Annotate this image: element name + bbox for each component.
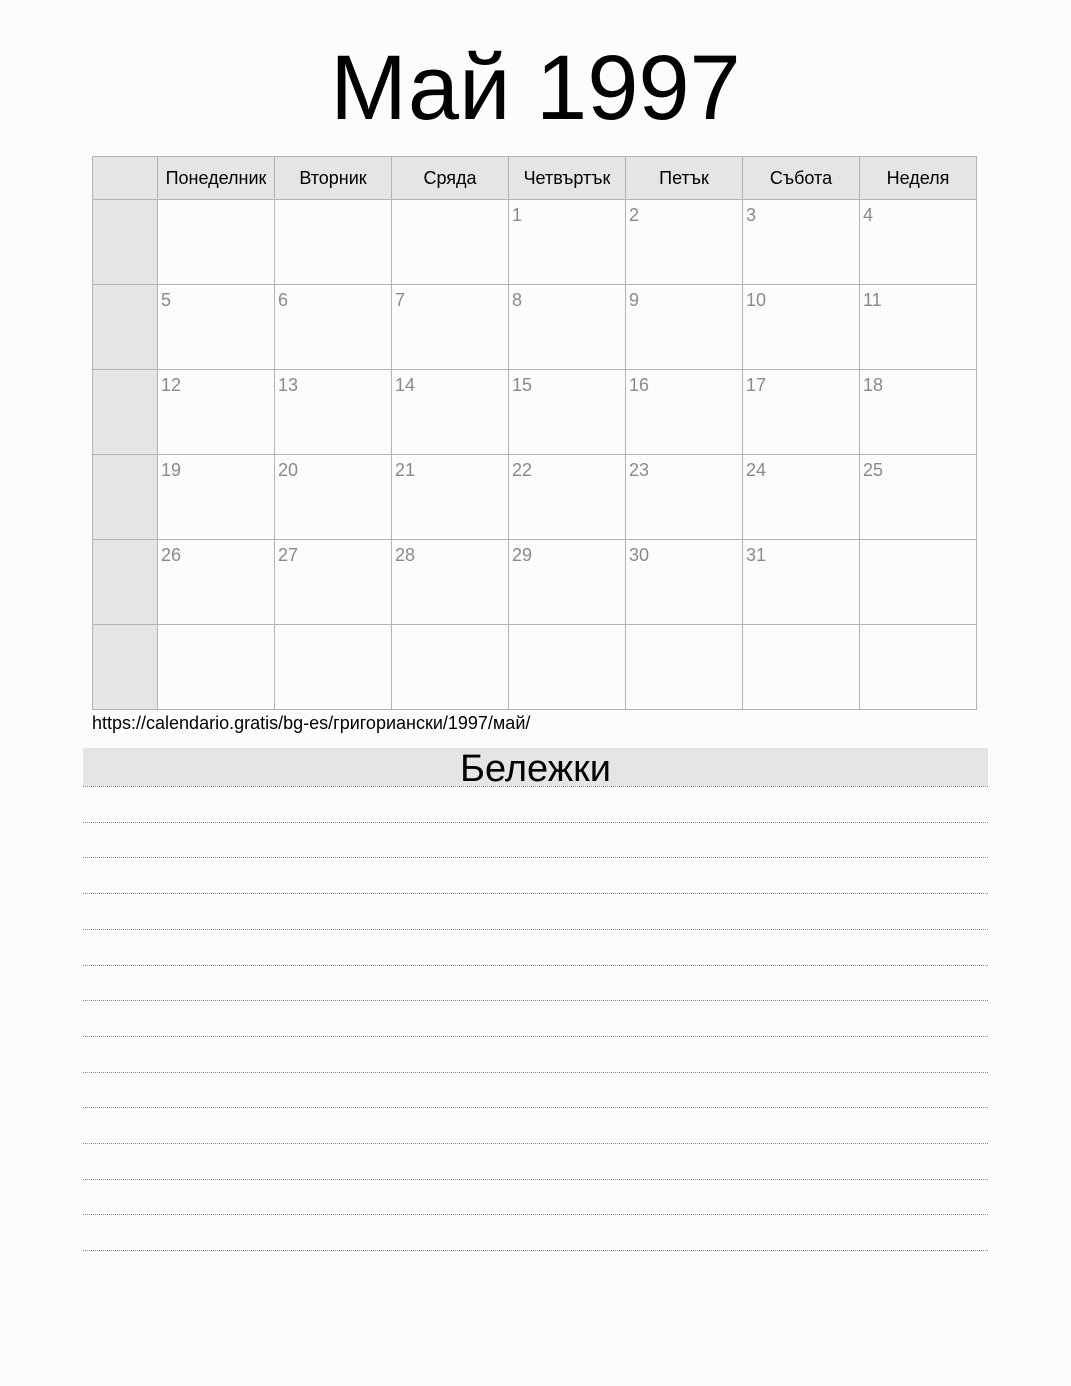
day-number: 14 [395, 375, 416, 395]
day-cell [743, 200, 860, 285]
note-line [83, 786, 988, 787]
day-cell [626, 455, 743, 540]
day-number: 12 [161, 375, 182, 395]
month-grid [92, 156, 977, 710]
day-cell [392, 625, 509, 710]
note-line [83, 1107, 988, 1108]
day-number: 3 [746, 205, 757, 225]
day-cell [158, 625, 275, 710]
notes-title: Бележки [83, 748, 988, 786]
day-cell [626, 200, 743, 285]
day-number [626, 625, 742, 630]
week-row [93, 455, 977, 540]
day-cell [275, 370, 392, 455]
week-number-cell [93, 625, 158, 710]
week-row [93, 625, 977, 710]
day-number: 18 [863, 375, 884, 395]
day-number: 25 [863, 460, 884, 480]
day-number: 26 [161, 545, 182, 565]
day-number: 17 [746, 375, 767, 395]
day-number: 2 [629, 205, 640, 225]
weekday-header: Събота [743, 157, 860, 200]
day-cell [392, 200, 509, 285]
weekday-header-row [93, 157, 977, 200]
day-number [275, 200, 391, 205]
week-row [93, 540, 977, 625]
day-number: 23 [629, 460, 650, 480]
calendar-title: Май 1997 [330, 37, 741, 139]
day-number: 7 [395, 290, 406, 310]
day-cell [626, 370, 743, 455]
weekday-header: Понеделник [158, 157, 275, 200]
day-number: 30 [629, 545, 650, 565]
day-cell [626, 540, 743, 625]
day-cell [509, 625, 626, 710]
note-line [83, 1250, 988, 1251]
week-row [93, 200, 977, 285]
day-number: 13 [278, 375, 299, 395]
day-cell [860, 625, 977, 710]
day-number: 16 [629, 375, 650, 395]
day-number [743, 625, 859, 630]
note-line [83, 1072, 988, 1073]
day-number: 4 [863, 205, 874, 225]
day-cell [509, 540, 626, 625]
day-number: 1 [512, 205, 523, 225]
week-number-cell [93, 370, 158, 455]
day-number: 15 [512, 375, 533, 395]
day-number: 22 [512, 460, 533, 480]
note-line [83, 893, 988, 894]
day-number [158, 625, 274, 630]
day-cell [158, 285, 275, 370]
day-cell [275, 285, 392, 370]
note-line [83, 1214, 988, 1215]
day-cell [626, 285, 743, 370]
day-number: 9 [629, 290, 640, 310]
day-cell [275, 455, 392, 540]
day-cell [860, 540, 977, 625]
weekday-header: Неделя [860, 157, 977, 200]
weekday-header: Вторник [275, 157, 392, 200]
week-number-cell [93, 455, 158, 540]
note-line [83, 929, 988, 930]
day-cell [392, 370, 509, 455]
day-cell [860, 455, 977, 540]
day-cell [392, 285, 509, 370]
day-number: 11 [863, 290, 882, 310]
day-number [275, 625, 391, 630]
note-line [83, 822, 988, 823]
day-number [860, 540, 976, 545]
note-line [83, 1179, 988, 1180]
week-number-header [93, 157, 158, 200]
day-number: 28 [395, 545, 416, 565]
day-number [509, 625, 625, 630]
day-cell [275, 540, 392, 625]
note-line [83, 1000, 988, 1001]
day-number [860, 625, 976, 630]
day-cell [158, 370, 275, 455]
day-cell [158, 540, 275, 625]
day-number: 10 [746, 290, 767, 310]
day-cell [743, 625, 860, 710]
day-cell [509, 370, 626, 455]
day-cell [743, 370, 860, 455]
day-cell [158, 200, 275, 285]
day-number: 24 [746, 460, 767, 480]
note-line [83, 1143, 988, 1144]
day-cell [626, 625, 743, 710]
day-number: 19 [161, 460, 182, 480]
day-cell [860, 285, 977, 370]
day-number: 21 [395, 460, 416, 480]
day-cell [860, 370, 977, 455]
day-cell [743, 540, 860, 625]
day-cell [860, 200, 977, 285]
week-number-cell [93, 200, 158, 285]
week-number-cell [93, 285, 158, 370]
weekday-header: Сряда [392, 157, 509, 200]
day-number [392, 200, 508, 205]
day-cell [509, 455, 626, 540]
day-number: 5 [161, 290, 172, 310]
day-number: 6 [278, 290, 289, 310]
source-url: https://calendario.gratis/bg-es/григориански/1997/май/ [92, 713, 531, 733]
week-number-cell [93, 540, 158, 625]
day-number: 27 [278, 545, 299, 565]
note-line [83, 965, 988, 966]
day-number: 31 [746, 545, 767, 565]
week-row [93, 285, 977, 370]
day-cell [392, 455, 509, 540]
day-cell [275, 200, 392, 285]
day-cell [158, 455, 275, 540]
day-number: 20 [278, 460, 299, 480]
weekday-header: Петък [626, 157, 743, 200]
day-cell [743, 285, 860, 370]
day-number: 29 [512, 545, 533, 565]
note-line [83, 1036, 988, 1037]
day-cell [392, 540, 509, 625]
day-cell [743, 455, 860, 540]
note-line [83, 857, 988, 858]
day-number: 8 [512, 290, 523, 310]
day-cell [509, 285, 626, 370]
day-number [158, 200, 274, 205]
day-cell [275, 625, 392, 710]
week-row [93, 370, 977, 455]
weekday-header: Четвъртък [509, 157, 626, 200]
day-cell [509, 200, 626, 285]
day-number [392, 625, 508, 630]
